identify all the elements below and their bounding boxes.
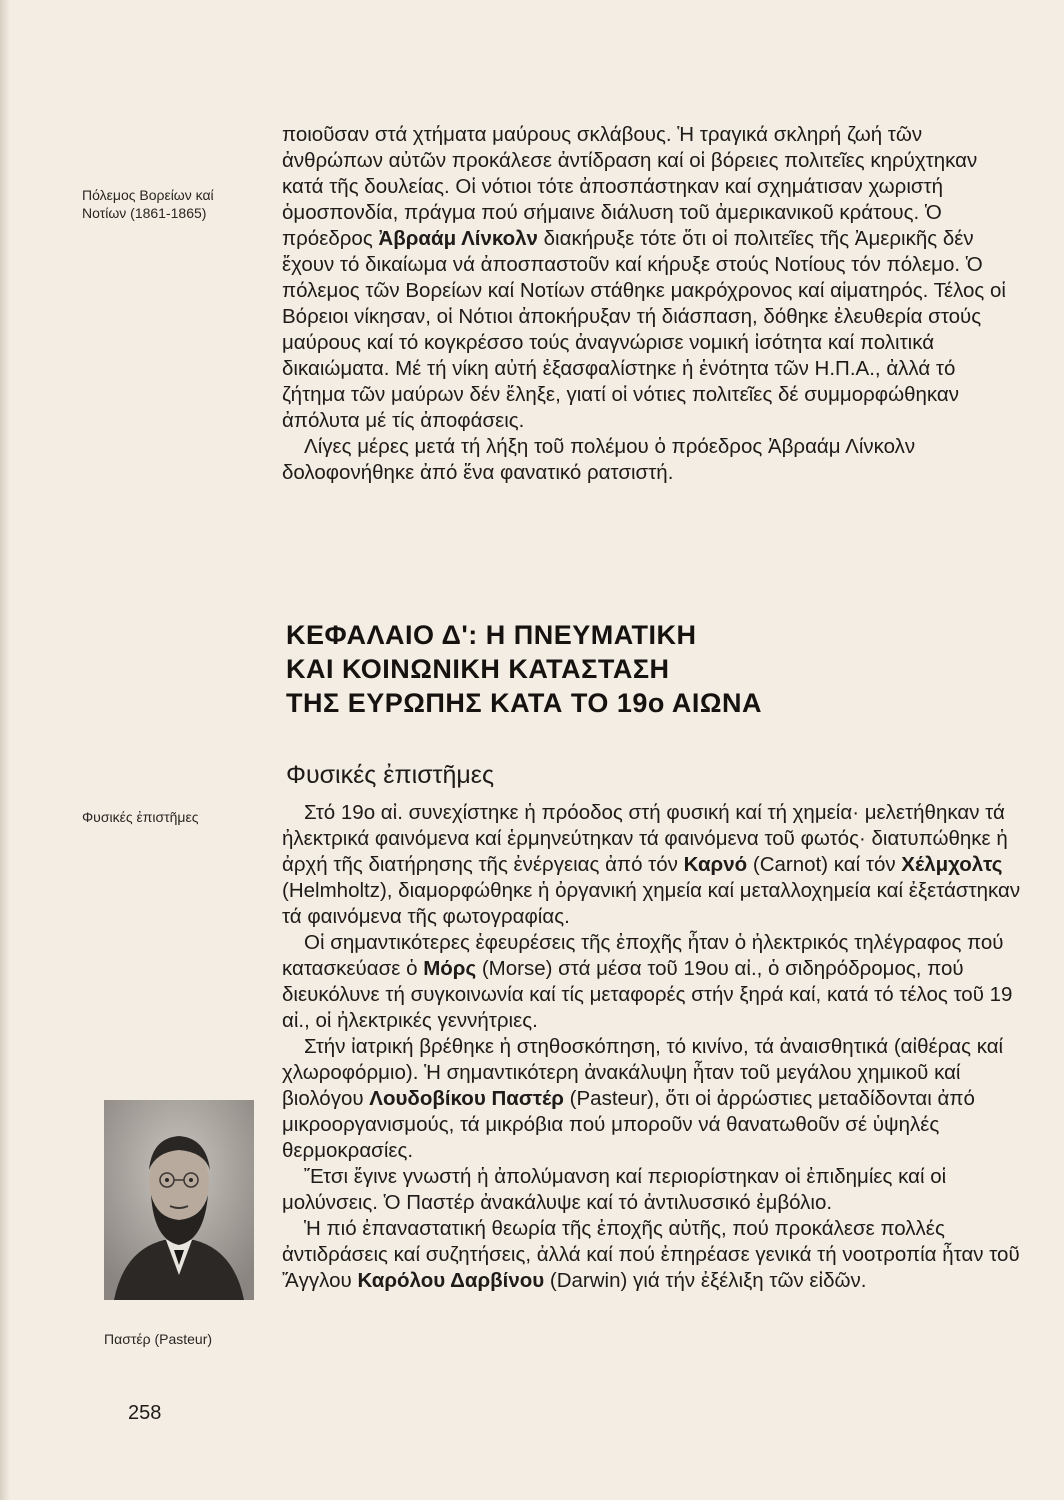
intro-text-1: ποιοῦσαν στά χτήματα μαύρους σκλάβους. Ἡ τραγικά σκληρή ζωή τῶν ἀνθρώπων αὐτῶν προκάλεσε ἀντίδραση καί οἱ βόρειες πολιτεῖες κηρύχτηκαν κατά τῆς δουλείας. Οἱ νότιοι τότε ἀποσπάστηκαν καί σχημάτισαν χωριστή ὁμοσπονδία, πράγμα πού σήμαινε διάλυση τοῦ ἀμερικανικοῦ κράτους. Ὁ πρόεδρος: [282, 123, 978, 250]
intro-text-2: διακήρυξε τότε ὅτι οἱ πολιτεῖες τῆς Ἀμερικῆς δέν ἔχουν τό δικαίωμα νά ἀποσπαστοῦν καί κήρυξε στούς Νοτίους τόν πόλεμο. Ὁ πόλεμος τῶν Βορείων καί Νοτίων στάθηκε μακρόχρονος καί αἱματηρός. Τέλος οἱ Βόρειοι νίκησαν, οἱ Νότιοι ἀποκήρυξαν τή διάσπαση, δόθηκε ἐλευθερία στούς μαύρους καί τό κογκρέσσο τούς ἀναγνώρισε νομική ἰσότητα καί πολιτικά δικαιώματα. Μέ τή νίκη αὐτή ἐξασφαλίστηκε ἡ ἑνότητα τῶν Η.Π.Α., ἀλλά τό ζήτημα τῶν μαύρων δέν ἔληξε, γιατί οἱ νότιες πολιτεῖες δέ συμμορφώθηκαν ἀπόλυτα μέ τίς ἀποφάσεις.: [282, 227, 1006, 432]
science-p1-text-2: (Carnot) καί τόν: [747, 853, 902, 876]
page-number: 258: [128, 1402, 162, 1424]
darwin-name: Καρόλου Δαρβίνου: [357, 1269, 545, 1292]
chapter-heading-line-3: ΤΗΣ ΕΥΡΩΠΗΣ ΚΑΤΑ ΤΟ 19ο ΑΙΩΝΑ: [286, 688, 762, 718]
science-p3-text-1: Στήν ἰατρική βρέθηκε ἡ στηθοσκόπηση, τό κινίνο, τά ἀναισθητικά (αἰθέρας καί χλωροφόρμιο). Ἡ σημαντικότερη ἀνακάλυψη ἦταν τοῦ μεγάλου χημικοῦ καί βιολόγου: [282, 1035, 1004, 1110]
science-p2-text-2: (Morse) στά μέσα τοῦ 19ου αἰ., ὁ σιδηρόδρομος, πού διευκόλυνε τή συγκοινωνία καί τίς μεταφορές στήν ξηρά καί, κατά τό τέλος τοῦ 19 αἰ., οἱ ἠλεκτρικές γεννήτριες.: [282, 957, 1013, 1032]
science-p1-text-3: (Helmholtz), διαμορφώθηκε ἡ ὀργανική χημεία καί μεταλλοχημεία καί ἐξετάστηκαν τά φαινόμενα τῆς φωτογραφίας.: [282, 879, 1021, 928]
intro-paragraph: [282, 122, 1022, 434]
chapter-heading-line-2: ΚΑΙ ΚΟΙΝΩΝΙΚΗ ΚΑΤΑΣΤΑΣΗ: [286, 654, 670, 684]
margin-note-science: Φυσικές ἐπιστῆμες: [82, 809, 199, 825]
science-paragraph-2: [282, 930, 1022, 1034]
lincoln-paragraph: Λίγες μέρες μετά τή λήξη τοῦ πολέμου ὁ πρόεδρος Ἀβραάμ Λίνκολν δολοφονήθηκε ἀπό ἕνα φανατικό ρατσιστή.: [282, 435, 916, 484]
science-p3-text-2: (Pasteur), ὅτι οἱ ἀρρώστιες μεταδίδονται ἀπό μικροοργανισμούς, τά μικρόβια πού μποροῦν νά θανατωθοῦν σέ ὑψηλές θερμοκρασίες.: [282, 1087, 975, 1162]
pasteur-portrait: [104, 1100, 254, 1300]
chapter-heading: [286, 618, 1026, 720]
helmholtz-name: Χέλμχολτς: [901, 853, 1003, 876]
science-paragraph-1: [282, 800, 1022, 930]
margin-note-war: Πόλεμος Βορείων καί Νοτίων (1861-1865): [82, 187, 214, 221]
science-p5-text-1: Ἡ πιό ἐπαναστατική θεωρία τῆς ἐποχῆς αὐτῆς, πού προκάλεσε πολλές ἀντιδράσεις καί συζητήσεις, ἀλλά καί πού ἐπηρέασε γενικά τή νοοτροπία ἦταν τοῦ Ἄγγλου: [282, 1217, 1020, 1292]
science-p2-text-1: Οἱ σημαντικότερες ἐφευρέσεις τῆς ἐποχῆς ἦταν ὁ ἠλεκτρικός τηλέγραφος πού κατασκεύασε ὁ: [282, 931, 1004, 980]
science-p5-text-2: (Darwin) γιά τήν ἐξέλιξη τῶν εἰδῶν.: [544, 1269, 867, 1292]
portrait-caption: Παστέρ (Pasteur): [104, 1331, 213, 1347]
lincoln-name: Ἀβραάμ Λίνκολν: [378, 227, 538, 250]
science-paragraph-3: [282, 1034, 1022, 1164]
pasteur-name: Λουδοβίκου Παστέρ: [369, 1087, 564, 1110]
science-paragraph-4: Ἔτσι ἔγινε γνωστή ἡ ἀπολύμανση καί περιορίστηκαν οἱ ἐπιδημίες καί οἱ μολύνσεις. Ὁ Παστέρ ἀνακάλυψε καί τό ἀντιλυσσικό ἐμβόλιο.: [282, 1165, 947, 1214]
page-binding-edge: [0, 0, 10, 1500]
morse-name: Μόρς: [423, 957, 477, 980]
section-heading: Φυσικές ἐπιστῆμες: [286, 761, 494, 789]
intro-text-block: [282, 122, 1022, 486]
science-text-block: [282, 800, 1022, 1294]
carnot-name: Καρνό: [683, 853, 748, 876]
chapter-heading-line-1: ΚΕΦΑΛΑΙΟ Δ': Η ΠΝΕΥΜΑΤΙΚΗ: [286, 620, 697, 650]
pasteur-portrait-illustration: [104, 1100, 254, 1300]
science-p1-text-1: Στό 19ο αἰ. συνεχίστηκε ἡ πρόοδος στή φυσική καί τή χημεία· μελετήθηκαν τά ἠλεκτρικά φαινόμενα καί ἑρμηνεύτηκαν τά φαινόμενα τοῦ φωτός· διατυπώθηκε ἡ ἀρχή τῆς διατήρησης τῆς ἐνέργειας ἀπό τόν: [282, 801, 1008, 876]
science-paragraph-5: [282, 1216, 1022, 1294]
